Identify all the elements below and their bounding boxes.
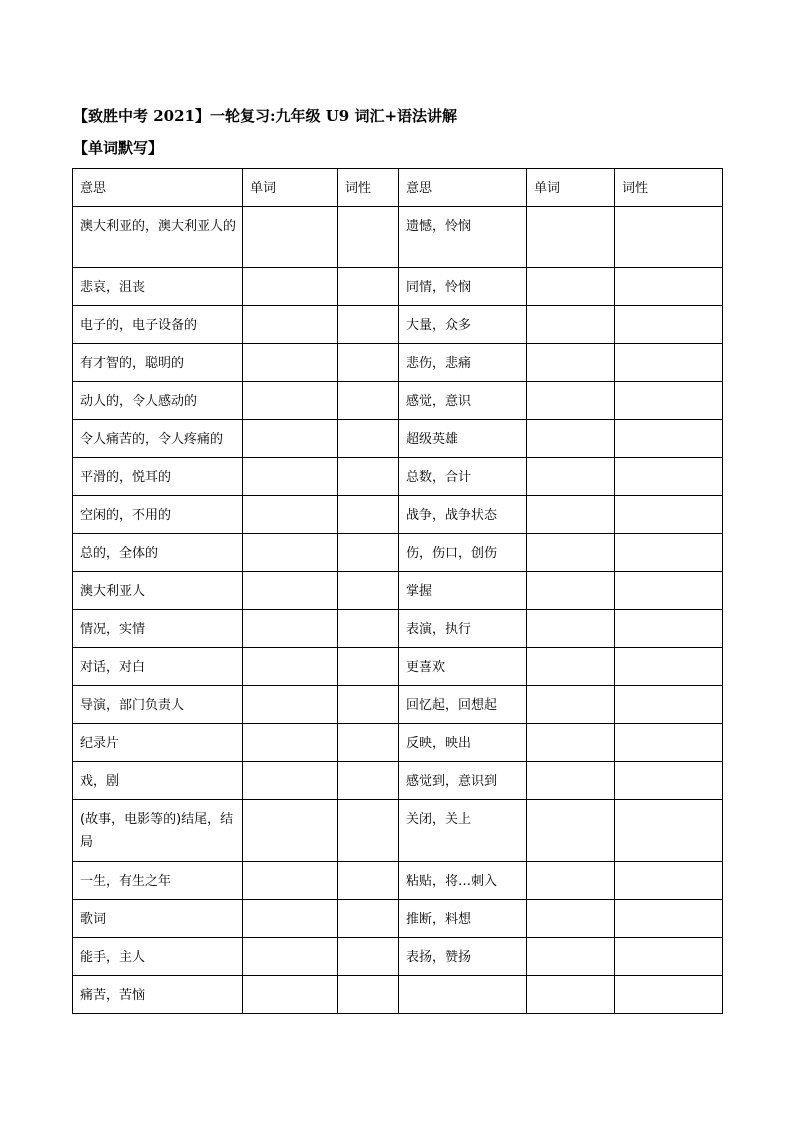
- meaning-cell: 推断，料想: [399, 900, 527, 938]
- part-of-speech-answer-cell[interactable]: [615, 382, 723, 420]
- meaning-cell: 表扬，赞扬: [399, 938, 527, 976]
- part-of-speech-answer-cell[interactable]: [615, 306, 723, 344]
- column-header-word: 单词: [527, 169, 615, 207]
- meaning-cell: 动人的，令人感动的: [73, 382, 243, 420]
- meaning-cell: 悲哀，沮丧: [73, 268, 243, 306]
- meaning-cell: 总数，合计: [399, 458, 527, 496]
- meaning-cell: 粘贴，将…刺入: [399, 862, 527, 900]
- word-answer-cell[interactable]: [243, 306, 338, 344]
- meaning-cell: 有才智的，聪明的: [73, 344, 243, 382]
- meaning-cell: 悲伤，悲痛: [399, 344, 527, 382]
- vocabulary-table: [72, 168, 723, 1014]
- part-of-speech-answer-cell[interactable]: [338, 458, 399, 496]
- word-answer-cell[interactable]: [243, 344, 338, 382]
- word-answer-cell[interactable]: [527, 648, 615, 686]
- part-of-speech-answer-cell[interactable]: [615, 762, 723, 800]
- meaning-cell: 对话，对白: [73, 648, 243, 686]
- meaning-cell: 感觉到，意识到: [399, 762, 527, 800]
- part-of-speech-answer-cell[interactable]: [615, 458, 723, 496]
- table-row: [73, 686, 723, 724]
- word-answer-cell[interactable]: [527, 976, 615, 1014]
- meaning-cell: 感觉，意识: [399, 382, 527, 420]
- table-row: [73, 534, 723, 572]
- meaning-cell: 伤，伤口，创伤: [399, 534, 527, 572]
- part-of-speech-answer-cell[interactable]: [615, 976, 723, 1014]
- part-of-speech-answer-cell[interactable]: [615, 344, 723, 382]
- meaning-cell: 导演，部门负责人: [73, 686, 243, 724]
- part-of-speech-answer-cell[interactable]: [338, 496, 399, 534]
- part-of-speech-answer-cell[interactable]: [338, 207, 399, 268]
- word-answer-cell[interactable]: [527, 344, 615, 382]
- part-of-speech-answer-cell[interactable]: [615, 572, 723, 610]
- meaning-cell: 大量，众多: [399, 306, 527, 344]
- meaning-cell: 掌握: [399, 572, 527, 610]
- part-of-speech-answer-cell[interactable]: [615, 610, 723, 648]
- word-answer-cell[interactable]: [243, 572, 338, 610]
- column-header-word: 单词: [243, 169, 338, 207]
- word-answer-cell[interactable]: [243, 724, 338, 762]
- word-answer-cell[interactable]: [243, 686, 338, 724]
- word-answer-cell[interactable]: [243, 382, 338, 420]
- word-answer-cell[interactable]: [527, 306, 615, 344]
- column-header-part-of-speech: 词性: [615, 169, 723, 207]
- word-answer-cell[interactable]: [527, 938, 615, 976]
- word-answer-cell[interactable]: [243, 534, 338, 572]
- word-answer-cell[interactable]: [243, 862, 338, 900]
- table-row: [73, 268, 723, 306]
- word-answer-cell[interactable]: [243, 976, 338, 1014]
- part-of-speech-answer-cell[interactable]: [615, 686, 723, 724]
- part-of-speech-answer-cell[interactable]: [338, 800, 399, 862]
- meaning-cell: 更喜欢: [399, 648, 527, 686]
- word-answer-cell[interactable]: [243, 648, 338, 686]
- part-of-speech-answer-cell[interactable]: [338, 420, 399, 458]
- meaning-cell: 遗憾，怜悯: [399, 207, 527, 268]
- meaning-cell: 一生，有生之年: [73, 862, 243, 900]
- document-title: 【致胜中考 2021】一轮复习:九年级 U9 词汇+语法讲解: [73, 107, 458, 125]
- meaning-cell: 平滑的，悦耳的: [73, 458, 243, 496]
- word-answer-cell[interactable]: [527, 572, 615, 610]
- table-row: [73, 306, 723, 344]
- word-answer-cell[interactable]: [243, 496, 338, 534]
- part-of-speech-answer-cell[interactable]: [615, 648, 723, 686]
- word-answer-cell[interactable]: [243, 762, 338, 800]
- table-row: [73, 976, 723, 1014]
- table-row: [73, 648, 723, 686]
- table-row: [73, 762, 723, 800]
- part-of-speech-answer-cell[interactable]: [338, 762, 399, 800]
- meaning-cell: 歌词: [73, 900, 243, 938]
- word-answer-cell[interactable]: [243, 420, 338, 458]
- meaning-cell: 表演，执行: [399, 610, 527, 648]
- word-answer-cell[interactable]: [527, 862, 615, 900]
- word-answer-cell[interactable]: [243, 458, 338, 496]
- meaning-cell: 痛苦，苦恼: [73, 976, 243, 1014]
- word-answer-cell[interactable]: [527, 496, 615, 534]
- word-answer-cell[interactable]: [243, 207, 338, 268]
- word-answer-cell[interactable]: [527, 724, 615, 762]
- meaning-cell: 令人痛苦的，令人疼痛的: [73, 420, 243, 458]
- word-answer-cell[interactable]: [243, 900, 338, 938]
- part-of-speech-answer-cell[interactable]: [338, 900, 399, 938]
- word-answer-cell[interactable]: [527, 420, 615, 458]
- meaning-cell: (故事，电影等的)结尾，结局: [73, 800, 243, 862]
- part-of-speech-answer-cell[interactable]: [338, 976, 399, 1014]
- word-answer-cell[interactable]: [243, 268, 338, 306]
- word-answer-cell[interactable]: [527, 800, 615, 862]
- meaning-cell: 澳大利亚人: [73, 572, 243, 610]
- word-answer-cell[interactable]: [527, 382, 615, 420]
- part-of-speech-answer-cell[interactable]: [615, 938, 723, 976]
- section-heading: 【单词默写】: [73, 139, 164, 157]
- table-row: [73, 938, 723, 976]
- part-of-speech-answer-cell[interactable]: [338, 268, 399, 306]
- part-of-speech-answer-cell[interactable]: [615, 420, 723, 458]
- part-of-speech-answer-cell[interactable]: [338, 862, 399, 900]
- part-of-speech-answer-cell[interactable]: [338, 344, 399, 382]
- table-row: [73, 610, 723, 648]
- part-of-speech-answer-cell[interactable]: [615, 800, 723, 862]
- meaning-cell: 反映，映出: [399, 724, 527, 762]
- meaning-cell: 戏，剧: [73, 762, 243, 800]
- part-of-speech-answer-cell[interactable]: [615, 268, 723, 306]
- word-answer-cell[interactable]: [243, 938, 338, 976]
- word-answer-cell[interactable]: [527, 900, 615, 938]
- part-of-speech-answer-cell[interactable]: [338, 534, 399, 572]
- table-header-row: [73, 169, 723, 207]
- part-of-speech-answer-cell[interactable]: [338, 686, 399, 724]
- word-answer-cell[interactable]: [527, 762, 615, 800]
- part-of-speech-answer-cell[interactable]: [338, 306, 399, 344]
- meaning-cell: 空闲的，不用的: [73, 496, 243, 534]
- meaning-cell: 情况，实情: [73, 610, 243, 648]
- meaning-cell: 超级英雄: [399, 420, 527, 458]
- part-of-speech-answer-cell[interactable]: [338, 724, 399, 762]
- word-answer-cell[interactable]: [243, 800, 338, 862]
- meaning-cell: 关闭，关上: [399, 800, 527, 862]
- table-row: [73, 382, 723, 420]
- meaning-cell: 能手，主人: [73, 938, 243, 976]
- column-header-part-of-speech: 词性: [338, 169, 399, 207]
- word-answer-cell[interactable]: [243, 610, 338, 648]
- part-of-speech-answer-cell[interactable]: [338, 382, 399, 420]
- meaning-cell: 同情，怜悯: [399, 268, 527, 306]
- column-header-meaning: 意思: [73, 169, 243, 207]
- table-row: [73, 420, 723, 458]
- table-row: [73, 572, 723, 610]
- part-of-speech-answer-cell[interactable]: [615, 900, 723, 938]
- meaning-cell: 回忆起，回想起: [399, 686, 527, 724]
- table-row: [73, 344, 723, 382]
- word-answer-cell[interactable]: [527, 458, 615, 496]
- meaning-cell: 电子的，电子设备的: [73, 306, 243, 344]
- word-answer-cell[interactable]: [527, 207, 615, 268]
- part-of-speech-answer-cell[interactable]: [338, 610, 399, 648]
- part-of-speech-answer-cell[interactable]: [338, 572, 399, 610]
- part-of-speech-answer-cell[interactable]: [615, 862, 723, 900]
- part-of-speech-answer-cell[interactable]: [615, 534, 723, 572]
- table-row: [73, 900, 723, 938]
- word-answer-cell[interactable]: [527, 686, 615, 724]
- meaning-cell: 总的，全体的: [73, 534, 243, 572]
- word-answer-cell[interactable]: [527, 534, 615, 572]
- table-row: [73, 496, 723, 534]
- word-answer-cell[interactable]: [527, 610, 615, 648]
- table-row: [73, 800, 723, 862]
- meaning-cell: [399, 976, 527, 1014]
- table-row: [73, 724, 723, 762]
- table-row: [73, 207, 723, 268]
- word-answer-cell[interactable]: [527, 268, 615, 306]
- part-of-speech-answer-cell[interactable]: [615, 207, 723, 268]
- part-of-speech-answer-cell[interactable]: [615, 496, 723, 534]
- part-of-speech-answer-cell[interactable]: [338, 648, 399, 686]
- table-row: [73, 862, 723, 900]
- column-header-meaning: 意思: [399, 169, 527, 207]
- meaning-cell: 澳大利亚的，澳大利亚人的: [73, 207, 243, 268]
- meaning-cell: 纪录片: [73, 724, 243, 762]
- table-row: [73, 458, 723, 496]
- meaning-cell: 战争，战争状态: [399, 496, 527, 534]
- part-of-speech-answer-cell[interactable]: [338, 938, 399, 976]
- part-of-speech-answer-cell[interactable]: [615, 724, 723, 762]
